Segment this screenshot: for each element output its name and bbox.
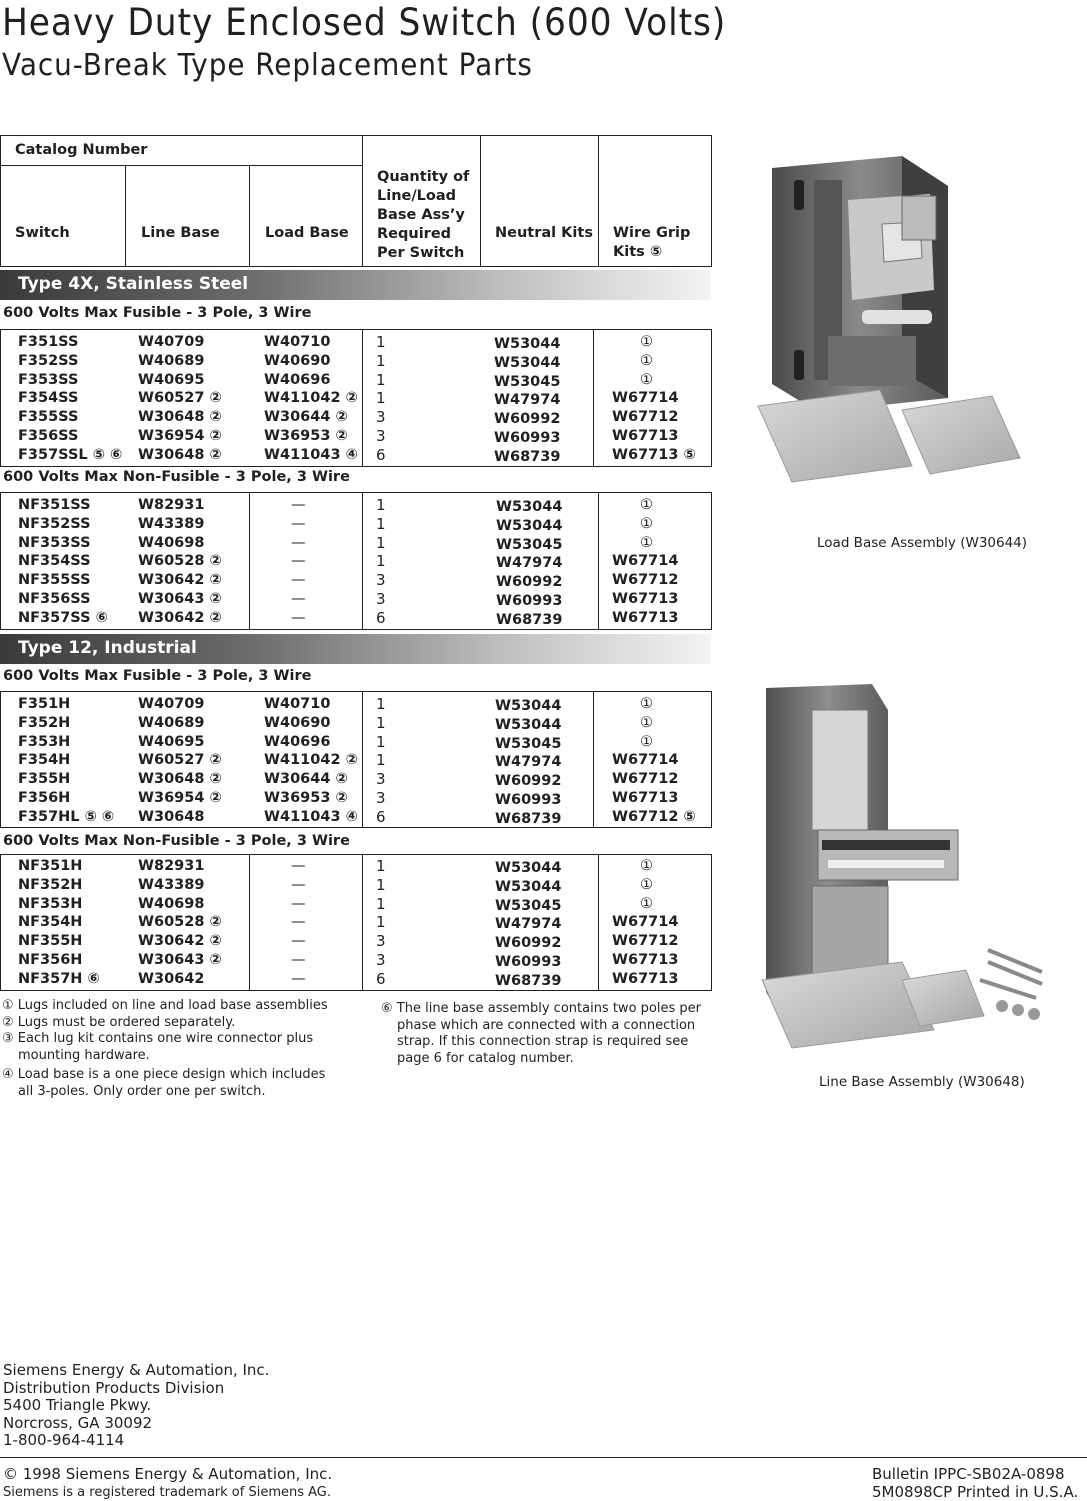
- column-quantity: 1 1 1 1 3 3 6: [376, 695, 386, 826]
- section-band-type-12: Type 12, Industrial: [0, 634, 711, 664]
- footnotes-right: ⑥ The line base assembly contains two poles per phase which are connected with a connection strap. If this connection strap is required see page 6 for catalog number.: [381, 1001, 701, 1066]
- column-quantity: 1 1 1 1 3 3 6: [376, 857, 386, 988]
- column-line-base: W82931 W43389 W40698 W60528 ② W30642 ② W30643 ② W30642 ②: [138, 497, 222, 626]
- load-base-assembly-image: [752, 140, 1052, 520]
- column-load-base: — — — — — — —: [291, 497, 306, 626]
- section-band-type-4x: Type 4X, Stainless Steel: [0, 270, 711, 300]
- column-switch: F351H F352H F353H F354H F355H F356H F357HL ⑤ ⑥: [18, 696, 115, 825]
- footnotes-left: ① Lugs included on line and load base assemblies ② Lugs must be ordered separately. ③ Each lug kit contains one wire connector plus mounting hardware. ④ Load base is a one piece design which includes all 3-poles. Only order one per switch.: [2, 998, 328, 1099]
- footer-right: Bulletin IPPC-SB02A-0898 5M0898CP Printed in U.S.A.: [872, 1465, 1079, 1501]
- column-line-base: W82931 W43389 W40698 W60528 ② W30642 ② W30643 ② W30642: [138, 858, 222, 987]
- line-base-assembly-image: [752, 680, 1052, 1050]
- group-heading: 600 Volts Max Non-Fusible - 3 Pole, 3 Wire: [3, 833, 350, 849]
- header-catalog-number: Catalog Number: [15, 142, 148, 158]
- column-quantity: 1 1 1 1 3 3 6: [376, 496, 386, 627]
- column-switch: NF351SS NF352SS NF353SS NF354SS NF355SS NF356SS NF357SS ⑥: [18, 497, 108, 626]
- caption-load-base: Load Base Assembly (W30644): [817, 535, 1028, 551]
- header-switch: Switch: [15, 225, 70, 241]
- column-quantity: 1 1 1 1 3 3 6: [376, 333, 386, 464]
- group-heading: 600 Volts Max Fusible - 3 Pole, 3 Wire: [3, 305, 312, 321]
- column-switch: F351SS F352SS F353SS F354SS F355SS F356SS F357SSL ⑤ ⑥: [18, 334, 123, 463]
- header-line-base: Line Base: [141, 225, 220, 241]
- header-quantity: Quantity of Line/Load Base Ass’y Required Per Switch: [377, 169, 470, 261]
- column-neutral: W53044 W53044 W53045 W47974 W60992 W60993 W68739: [495, 698, 562, 827]
- group-heading: 600 Volts Max Fusible - 3 Pole, 3 Wire: [3, 668, 312, 684]
- column-neutral: W53044 W53044 W53045 W47974 W60992 W60993 W68739: [495, 860, 562, 989]
- header-load-base: Load Base: [265, 225, 349, 241]
- column-line-base: W40709 W40689 W40695 W60527 ② W30648 ② W36954 ② W30648: [138, 696, 222, 825]
- column-neutral: W53044 W53044 W53045 W47974 W60992 W60993 W68739: [494, 336, 561, 465]
- column-wire-grip: ① ① ① W67714 W67712 W67713 W67713: [612, 497, 679, 626]
- column-wire-grip: ① ① ① W67714 W67712 W67713 W67713 ⑤: [612, 334, 696, 463]
- group-heading: 600 Volts Max Non-Fusible - 3 Pole, 3 Wire: [3, 469, 350, 485]
- address-block: Siemens Energy & Automation, Inc. Distribution Products Division 5400 Triangle Pkwy. Norcross, GA 30092 1-800-964-4114: [3, 1361, 270, 1450]
- column-load-base: — — — — — — —: [291, 858, 306, 987]
- column-wire-grip: ① ① ① W67714 W67712 W67713 W67712 ⑤: [612, 696, 696, 825]
- footer-divider: [0, 1457, 1087, 1458]
- column-load-base: W40710 W40690 W40696 W411042 ② W30644 ② W36953 ② W411043 ④: [264, 696, 358, 825]
- column-line-base: W40709 W40689 W40695 W60527 ② W30648 ② W36954 ② W30648 ②: [138, 334, 222, 463]
- page-subtitle: Vacu-Break Type Replacement Parts: [2, 48, 533, 83]
- page-title: Heavy Duty Enclosed Switch (600 Volts): [2, 1, 727, 44]
- header-wire-grip: Wire Grip Kits ⑤: [613, 225, 691, 260]
- column-switch: NF351H NF352H NF353H NF354H NF355H NF356H NF357H ⑥: [18, 858, 100, 987]
- footer-left: © 1998 Siemens Energy & Automation, Inc. Siemens is a registered trademark of Siemens AG.: [3, 1465, 333, 1500]
- column-load-base: W40710 W40690 W40696 W411042 ② W30644 ② W36953 ② W411043 ④: [264, 334, 358, 463]
- column-neutral: W53044 W53044 W53045 W47974 W60992 W60993 W68739: [496, 499, 563, 628]
- header-neutral-kits: Neutral Kits: [495, 225, 593, 241]
- caption-line-base: Line Base Assembly (W30648): [819, 1074, 1025, 1090]
- column-wire-grip: ① ① ① W67714 W67712 W67713 W67713: [612, 858, 679, 987]
